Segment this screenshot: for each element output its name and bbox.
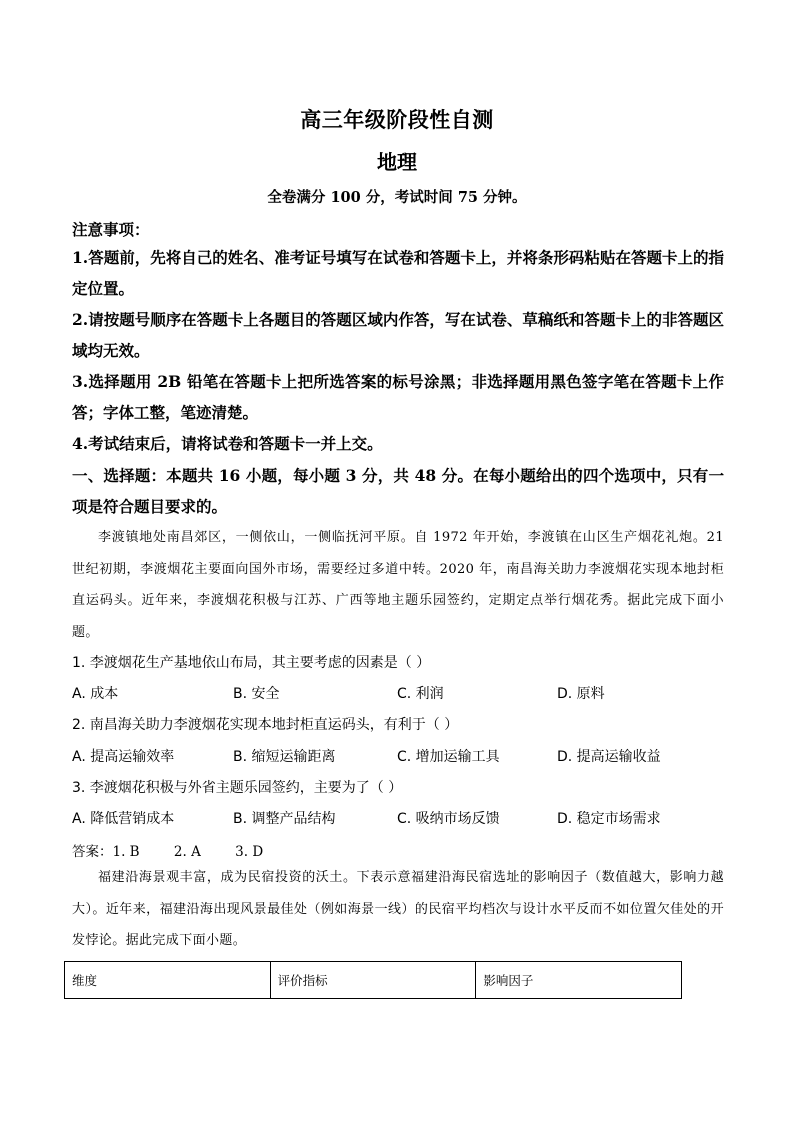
subject-title: 地理 xyxy=(377,150,417,174)
option-d: D. 提高运输收益 xyxy=(557,749,661,765)
notice-item: 2.请按题号顺序在答题卡上各题目的答题区域内作答，写在试卷、草稿纸和答题卡上的非答题区域均无效。 xyxy=(72,310,724,360)
question-3-options xyxy=(72,809,724,829)
option-a: A. 成本 xyxy=(72,686,119,702)
question-3-stem: 3. 李渡烟花积极与外省主题乐园签约，主要为了（ ） xyxy=(72,780,403,796)
option-c: C. 利润 xyxy=(397,686,444,702)
section-heading xyxy=(72,460,724,522)
option-c: C. 吸纳市场反馈 xyxy=(397,811,500,827)
option-b: B. 缩短运输距离 xyxy=(233,749,336,765)
option-d: D. 稳定市场需求 xyxy=(557,811,661,827)
question-2-options xyxy=(72,747,724,767)
option-c: C. 增加运输工具 xyxy=(397,749,500,765)
option-a: A. 降低营销成本 xyxy=(72,811,175,827)
question-2-stem: 2. 南昌海关助力李渡烟花实现本地封柜直运码头，有利于（ ） xyxy=(72,717,459,733)
notice-item: 4.考试结束后，请将试卷和答题卡一并上交。 xyxy=(72,434,383,453)
score-time-line: 全卷满分 100 分，考试时间 75 分钟。 xyxy=(267,189,527,206)
option-a: A. 提高运输效率 xyxy=(72,749,175,765)
exam-title: 高三年级阶段性自测 xyxy=(300,107,494,132)
notice-heading: 注意事项： xyxy=(72,220,150,239)
notice-list xyxy=(72,242,724,459)
option-b: B. 调整产品结构 xyxy=(233,811,336,827)
influence-factor-table xyxy=(64,961,682,999)
table-header-indicator: 评价指标 xyxy=(271,962,477,998)
notice-item: 1.答题前，先将自己的姓名、准考证号填写在试卷和答题卡上，并将条形码粘贴在答题卡上的指定位置。 xyxy=(72,248,724,298)
reading-material-2 xyxy=(72,862,724,957)
answer-key: 答案：1. B 2. A 3. D xyxy=(72,844,264,860)
option-d: D. 原料 xyxy=(557,686,605,702)
reading-material-1 xyxy=(72,522,724,648)
material-text: 福建沿海景观丰富，成为民宿投资的沃土。下表示意福建沿海民宿选址的影响因子（数值越大，影响力越大）。近年来，福建沿海出现风景最佳处（例如海景一线）的民宿平均档次与设计水平反而不如位置欠佳处的开发悖论。据此完成下面小题。 xyxy=(72,870,724,948)
option-b: B. 安全 xyxy=(233,686,280,702)
material-text: 李渡镇地处南昌郊区，一侧依山，一侧临抚河平原。自 1972 年开始，李渡镇在山区生产烟花礼炮。21 世纪初期，李渡烟花主要面向国外市场，需要经过多道中转。2020 年，南昌海关助力李渡烟花实现本地封柜直运码头。近年来，李渡烟花积极与江苏、广西等地主题乐园签约，定期定点举行烟花秀。据此完成下面小题。 xyxy=(72,530,724,640)
question-1-stem: 1. 李渡烟花生产基地依山布局，其主要考虑的因素是（ ） xyxy=(72,655,431,671)
section-heading-text: 一、选择题：本题共 16 小题，每小题 3 分，共 48 分。在每小题给出的四个选项中，只有一项是符合题目要求的。 xyxy=(72,466,724,516)
table-header-dimension: 维度 xyxy=(65,962,271,998)
table-header-factor: 影响因子 xyxy=(483,973,534,988)
notice-item: 3.选择题用 2B 铅笔在答题卡上把所选答案的标号涂黑；非选择题用黑色签字笔在答题卡上作答；字体工整，笔迹清楚。 xyxy=(72,372,724,422)
question-1-options xyxy=(72,684,724,704)
